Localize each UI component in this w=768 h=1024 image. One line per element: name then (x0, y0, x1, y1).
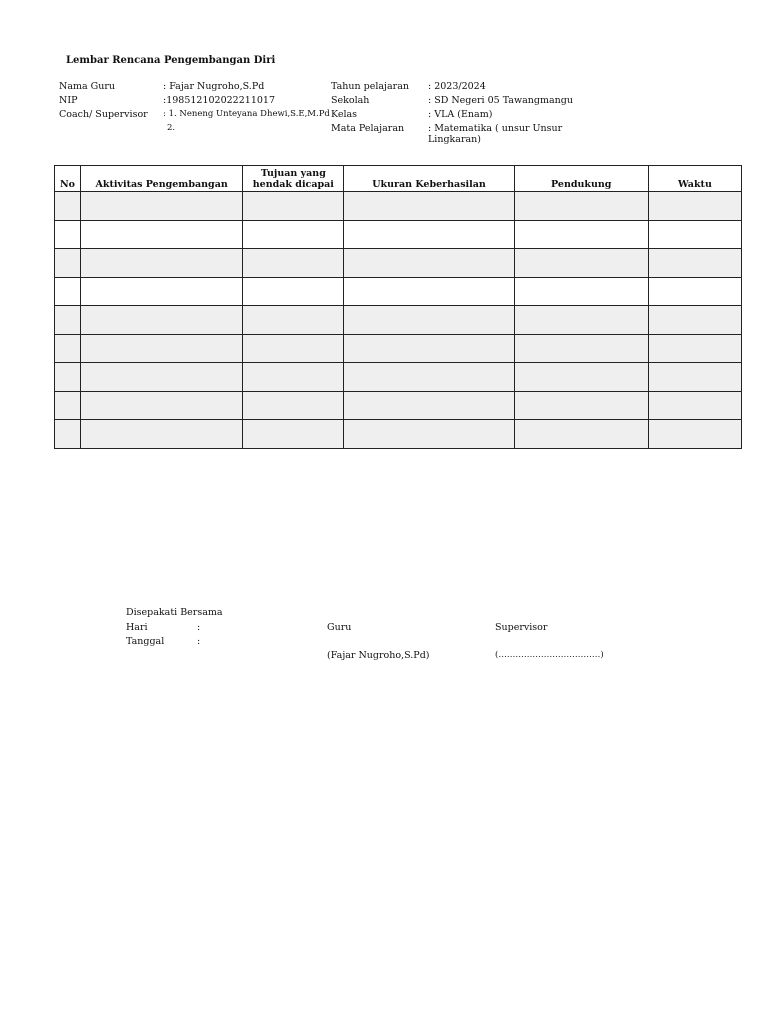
tahun-value: : 2023/2024 (428, 81, 486, 92)
table-cell[interactable] (243, 249, 344, 278)
nip-value: :198512102022211017 (163, 95, 275, 106)
table-cell[interactable] (55, 391, 81, 420)
development-plan-table (54, 165, 742, 449)
table-cell[interactable] (648, 249, 741, 278)
table-row (55, 306, 742, 335)
tanggal-colon: : (197, 636, 201, 647)
table-cell[interactable] (648, 363, 741, 392)
table-cell[interactable] (81, 249, 243, 278)
table-cell[interactable] (243, 334, 344, 363)
table-cell[interactable] (648, 277, 741, 306)
table-cell[interactable] (243, 363, 344, 392)
table-cell[interactable] (514, 306, 648, 335)
table-cell[interactable] (344, 363, 514, 392)
table-cell[interactable] (55, 220, 81, 249)
table-row (55, 391, 742, 420)
table-cell[interactable] (344, 277, 514, 306)
nama-guru-label: Nama Guru (59, 81, 116, 92)
table-cell[interactable] (55, 277, 81, 306)
table-cell[interactable] (514, 334, 648, 363)
nip-label: NIP (59, 95, 78, 106)
document-title: Lembar Rencana Pengembangan Diri (66, 55, 276, 66)
sekolah-label: Sekolah (331, 95, 370, 106)
table-header-row (55, 166, 742, 192)
table-cell[interactable] (514, 363, 648, 392)
table-cell[interactable] (81, 220, 243, 249)
header-aktivitas: Aktivitas Pengembangan (81, 166, 243, 192)
table-row (55, 277, 742, 306)
table-row (55, 334, 742, 363)
table-cell[interactable] (243, 420, 344, 449)
table-cell[interactable] (514, 420, 648, 449)
table-cell[interactable] (243, 277, 344, 306)
table-cell[interactable] (514, 220, 648, 249)
table-cell[interactable] (344, 391, 514, 420)
table-cell[interactable] (243, 306, 344, 335)
table-row (55, 192, 742, 221)
table-cell[interactable] (514, 391, 648, 420)
table-row (55, 363, 742, 392)
coach-value-2: 2. (167, 123, 176, 133)
table-cell[interactable] (514, 277, 648, 306)
header-tujuan: Tujuan yang hendak dicapai (243, 166, 344, 192)
table-cell[interactable] (81, 306, 243, 335)
table-cell[interactable] (81, 277, 243, 306)
table-cell[interactable] (55, 192, 81, 221)
table-cell[interactable] (243, 220, 344, 249)
coach-label: Coach/ Supervisor (59, 109, 148, 120)
table-cell[interactable] (344, 220, 514, 249)
table-cell[interactable] (55, 363, 81, 392)
guru-label: Guru (327, 622, 352, 633)
table-cell[interactable] (81, 420, 243, 449)
table-cell[interactable] (514, 192, 648, 221)
table-cell[interactable] (648, 420, 741, 449)
tanggal-label: Tanggal (126, 636, 165, 647)
header-ukuran: Ukuran Keberhasilan (344, 166, 514, 192)
mapel-label: Mata Pelajaran (331, 123, 405, 134)
table-cell[interactable] (55, 306, 81, 335)
table-row (55, 220, 742, 249)
tahun-label: Tahun pelajaran (331, 81, 409, 92)
table-row (55, 249, 742, 278)
table-cell[interactable] (648, 334, 741, 363)
header-no: No (55, 166, 81, 192)
header-pendukung: Pendukung (514, 166, 648, 192)
nama-guru-value: : Fajar Nugroho,S.Pd (163, 81, 265, 92)
supervisor-label: Supervisor (495, 622, 548, 633)
guru-name: (Fajar Nugroho,S.Pd) (327, 650, 430, 661)
sekolah-value: : SD Negeri 05 Tawangmangu (428, 95, 573, 106)
table-cell[interactable] (344, 420, 514, 449)
table-cell[interactable] (243, 192, 344, 221)
coach-value-1: : 1. Neneng Unteyana Dhewi,S.E,M.Pd (163, 109, 330, 119)
table-cell[interactable] (243, 391, 344, 420)
table-cell[interactable] (344, 334, 514, 363)
table-cell[interactable] (81, 391, 243, 420)
table-cell[interactable] (55, 420, 81, 449)
table-cell[interactable] (81, 363, 243, 392)
table-cell[interactable] (514, 249, 648, 278)
table-row (55, 420, 742, 449)
table-cell[interactable] (81, 334, 243, 363)
table-cell[interactable] (344, 306, 514, 335)
header-waktu: Waktu (648, 166, 741, 192)
hari-label: Hari (126, 622, 148, 633)
table-cell[interactable] (648, 192, 741, 221)
table-cell[interactable] (648, 391, 741, 420)
disepakati-label: Disepakati Bersama (126, 607, 223, 618)
table-cell[interactable] (344, 192, 514, 221)
table-cell[interactable] (648, 306, 741, 335)
table-cell[interactable] (55, 249, 81, 278)
kelas-value: : VLA (Enam) (428, 109, 493, 120)
supervisor-name: (………………………………) (495, 650, 604, 660)
table-cell[interactable] (344, 249, 514, 278)
table-cell[interactable] (55, 334, 81, 363)
hari-colon: : (197, 622, 201, 633)
table-cell[interactable] (81, 192, 243, 221)
kelas-label: Kelas (331, 109, 358, 120)
mapel-value: : Matematika ( unsur Unsur Lingkaran) (428, 123, 563, 145)
table-cell[interactable] (648, 220, 741, 249)
